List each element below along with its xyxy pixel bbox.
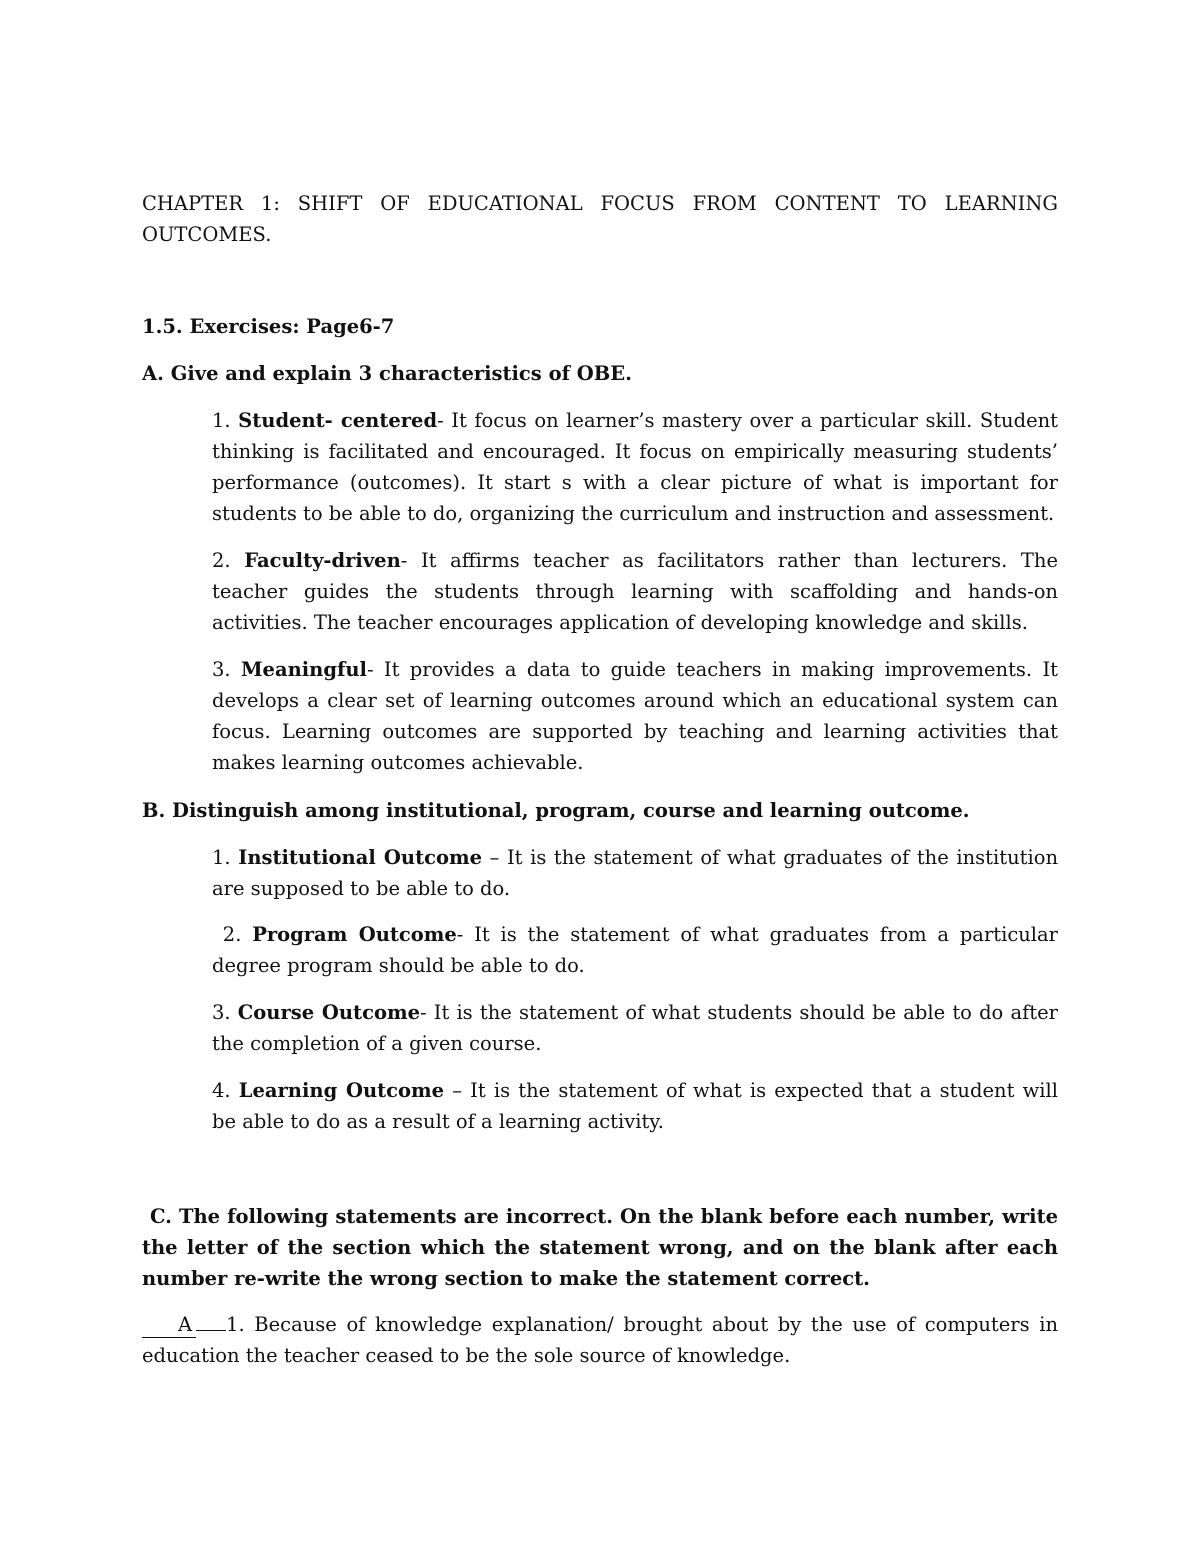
section-a-item-1: [212, 405, 1058, 529]
answer-blank-after[interactable]: [196, 1330, 226, 1331]
section-b-item-4: [212, 1075, 1058, 1137]
statement-text: Because of knowledge explanation/ brought about by the use of computers in education the teacher ceased to be the sole source of knowledge.: [142, 1313, 1058, 1367]
section-a-item-2: [212, 545, 1058, 638]
item-number: 1.: [212, 409, 231, 432]
item-number: 2.: [222, 923, 242, 946]
section-a-heading: A. Give and explain 3 characteristics of OBE.: [142, 362, 632, 385]
item-text: - It is the statement of what graduates from a particular degree program should be able to do.: [212, 923, 1058, 977]
item-term: Learning Outcome: [238, 1079, 445, 1102]
chapter-title: CHAPTER 1: SHIFT OF EDUCATIONAL FOCUS FROM CONTENT TO LEARNING OUTCOMES.: [142, 192, 1058, 246]
item-term: Meaningful: [240, 658, 367, 681]
item-number: 4.: [212, 1079, 231, 1102]
section-b-heading: B. Distinguish among institutional, program, course and learning outcome.: [142, 799, 970, 822]
section-a-item-3: [212, 654, 1058, 778]
item-term: Faculty-driven: [244, 549, 401, 572]
item-term: Institutional Outcome: [238, 846, 483, 869]
item-text: - It focus on learner’s mastery over a particular skill. Student thinking is facilitated and encouraged. It focus on empirically measuring students’ performance (outcomes). It start s with a clear picture of what is important for students to be able to do, organizing the curriculum and instruction and assessment.: [212, 409, 1059, 525]
section-b-item-2: [212, 919, 1058, 981]
statement-number: 1.: [226, 1313, 245, 1336]
section-c-statement-1: [142, 1309, 1058, 1371]
item-term: Student- centered: [238, 409, 438, 432]
item-number: 1.: [212, 846, 231, 869]
section-b-item-1: [212, 842, 1058, 904]
item-number: 3.: [212, 1001, 231, 1024]
section-c-heading: C. The following statements are incorrect. On the blank before each number, write the letter of the section which the statement wrong, and on the blank after each number re-write the wrong section to make the statement correct.: [142, 1205, 1058, 1290]
section-b-item-3: [212, 997, 1058, 1059]
item-text: - It is the statement of what students should be able to do after the completion of a given course.: [212, 1001, 1058, 1055]
item-number: 3.: [212, 658, 231, 681]
item-text: – It is the statement of what graduates of the institution are supposed to be able to do.: [212, 846, 1058, 900]
item-term: Course Outcome: [237, 1001, 420, 1024]
item-text: - It affirms teacher as facilitators rather than lecturers. The teacher guides the students through learning with scaffolding and hands-on activities. The teacher encourages application of developing knowledge and skills.: [212, 549, 1059, 634]
exercises-heading: 1.5. Exercises: Page6-7: [142, 315, 395, 338]
item-term: Program Outcome: [252, 923, 457, 946]
item-text: - It provides a data to guide teachers in making improvements. It develops a clear set of learning outcomes around which an educational system can focus. Learning outcomes are supported by teaching and learning activities that makes learning outcomes achievable.: [212, 658, 1058, 774]
item-text: – It is the statement of what is expected that a student will be able to do as a result of a learning activity.: [212, 1079, 1058, 1133]
answer-blank-before[interactable]: A: [142, 1313, 196, 1338]
item-number: 2.: [212, 549, 231, 572]
